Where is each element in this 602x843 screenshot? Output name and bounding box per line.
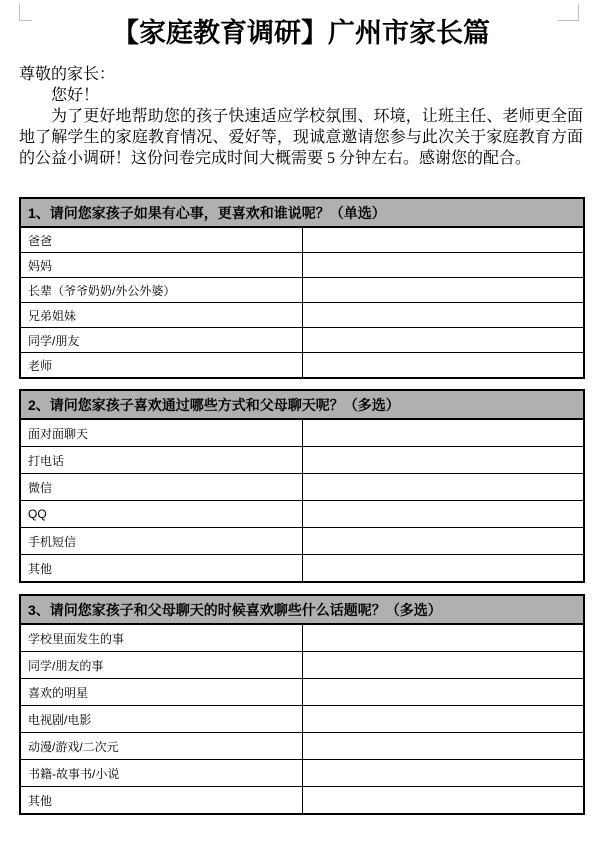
question-3-table bbox=[19, 594, 585, 815]
answer-cell[interactable] bbox=[302, 624, 584, 652]
greeting-line: 尊敬的家长： bbox=[19, 66, 116, 83]
option-label: 长辈（爷爷奶奶/外公外婆） bbox=[20, 278, 302, 303]
option-label: 其他 bbox=[20, 787, 302, 815]
option-label: 同学/朋友的事 bbox=[20, 652, 302, 679]
option-row bbox=[20, 787, 584, 815]
answer-cell[interactable] bbox=[302, 760, 584, 787]
answer-cell[interactable] bbox=[302, 787, 584, 815]
answer-cell[interactable] bbox=[302, 555, 584, 583]
option-row bbox=[20, 555, 584, 583]
option-row bbox=[20, 278, 584, 303]
option-row bbox=[20, 447, 584, 474]
option-label: QQ bbox=[20, 501, 302, 528]
option-label: 同学/朋友 bbox=[20, 328, 302, 353]
option-row bbox=[20, 528, 584, 555]
question-header-row bbox=[20, 595, 584, 624]
answer-cell[interactable] bbox=[302, 501, 584, 528]
answer-cell[interactable] bbox=[302, 733, 584, 760]
answer-cell[interactable] bbox=[302, 328, 584, 353]
question-header-row bbox=[20, 198, 584, 227]
question-2-header: 2、请问您家孩子喜欢通过哪些方式和父母聊天呢？（多选） bbox=[20, 390, 584, 419]
answer-cell[interactable] bbox=[302, 303, 584, 328]
option-row bbox=[20, 353, 584, 379]
option-label: 书籍-故事书/小说 bbox=[20, 760, 302, 787]
option-label: 兄弟姐妹 bbox=[20, 303, 302, 328]
question-1-header: 1、请问您家孩子如果有心事，更喜欢和谁说呢？（单选） bbox=[20, 198, 584, 227]
answer-cell[interactable] bbox=[302, 419, 584, 447]
option-label: 电视剧/电影 bbox=[20, 706, 302, 733]
option-row bbox=[20, 501, 584, 528]
answer-cell[interactable] bbox=[302, 652, 584, 679]
question-1-table bbox=[19, 197, 585, 379]
answer-cell[interactable] bbox=[302, 706, 584, 733]
option-label: 动漫/游戏/二次元 bbox=[20, 733, 302, 760]
option-label: 学校里面发生的事 bbox=[20, 624, 302, 652]
option-label: 妈妈 bbox=[20, 253, 302, 278]
option-label: 打电话 bbox=[20, 447, 302, 474]
option-label: 喜欢的明星 bbox=[20, 679, 302, 706]
answer-cell[interactable] bbox=[302, 447, 584, 474]
answer-cell[interactable] bbox=[302, 253, 584, 278]
intro-section bbox=[19, 64, 583, 169]
option-row bbox=[20, 652, 584, 679]
option-row bbox=[20, 733, 584, 760]
answer-cell[interactable] bbox=[302, 227, 584, 253]
answer-cell[interactable] bbox=[302, 278, 584, 303]
option-row bbox=[20, 303, 584, 328]
option-row bbox=[20, 624, 584, 652]
page-title: 【家庭教育调研】广州市家长篇 bbox=[112, 18, 490, 48]
salutation-line: 您好！ bbox=[51, 87, 100, 104]
answer-cell[interactable] bbox=[302, 474, 584, 501]
option-label: 爸爸 bbox=[20, 227, 302, 253]
page-margin-mark-left bbox=[19, 4, 32, 21]
option-row bbox=[20, 474, 584, 501]
option-label: 微信 bbox=[20, 474, 302, 501]
option-row bbox=[20, 253, 584, 278]
option-row bbox=[20, 706, 584, 733]
option-label: 手机短信 bbox=[20, 528, 302, 555]
answer-cell[interactable] bbox=[302, 679, 584, 706]
intro-paragraph: 为了更好地帮助您的孩子快速适应学校氛围、环境，让班主任、老师更全面地了解学生的家庭教育情况、爱好等，现诚意邀请您参与此次关于家庭教育方面的公益小调研！这份问卷完成时间大概需要 5 分钟左右。感谢您的配合。 bbox=[19, 108, 583, 167]
option-row bbox=[20, 679, 584, 706]
question-2-table bbox=[19, 389, 585, 583]
option-row bbox=[20, 419, 584, 447]
option-row bbox=[20, 328, 584, 353]
answer-cell[interactable] bbox=[302, 353, 584, 379]
option-row bbox=[20, 227, 584, 253]
option-label: 老师 bbox=[20, 353, 302, 379]
option-label: 面对面聊天 bbox=[20, 419, 302, 447]
option-label: 其他 bbox=[20, 555, 302, 583]
option-row bbox=[20, 760, 584, 787]
page-margin-mark-right bbox=[558, 4, 579, 21]
answer-cell[interactable] bbox=[302, 528, 584, 555]
question-3-header: 3、请问您家孩子和父母聊天的时候喜欢聊些什么话题呢？（多选） bbox=[20, 595, 584, 624]
question-header-row bbox=[20, 390, 584, 419]
